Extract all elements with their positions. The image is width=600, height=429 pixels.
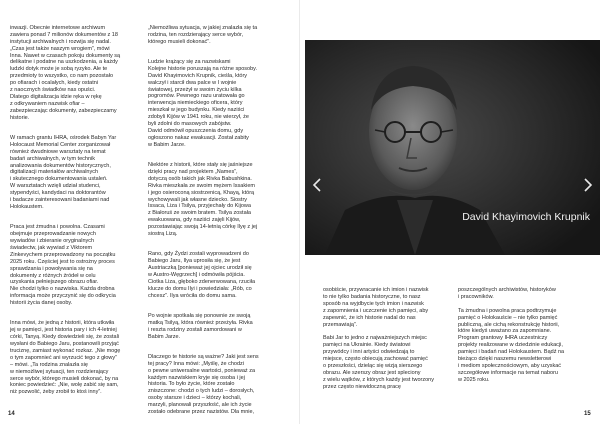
left-page <box>0 0 300 424</box>
paragraph: W ramach grantu IHRA, ośrodek Babyn Yar Holocaust Memorial Center zorganizował również dwudniowe warsztaty na temat badań archiwalnych, w tym technik analizowania dokumentów historycznych, digitalizacji materiałów archiwalnych i skutecznego dokumentowania ustaleń. W warsztatach wzięli udział studenci, stypendyści, kandydaci na doktorantów i badacze zainteresowani badaniami nad Holokaustem. <box>10 134 117 210</box>
paragraph: „Niemożliwa sytuacja, w jakiej znalazła się ta rodzina, ten rozdzierający serce wybór, którego musieli dokonać”. <box>148 24 258 45</box>
paragraph: Rano, gdy Żydzi zostali wyprowadzeni do Babiego Jaru, Ilya uprosiła się, że jest Austriaczką [ponieważ jej ojciec urodził się w Austro-Węgrzech] i odmówiła pójścia. Ciotka Liza, głęboko zdenerwowana, rzuciła klucze do domu Ilyi i powiedziała: „Rób, co chcesz”. Ilya wróciła do domu sama. <box>148 251 256 299</box>
left-column-2 <box>148 18 294 429</box>
photo-caption: David Khayimovich Krupnik <box>462 211 590 223</box>
paragraph: inwazji. Obecnie internetowe archiwum zawiera ponad 7 milionów dokumentów z 18 instytucji archiwalnych i rozwija się nadal. „Czas jest także naszym wrogiem”, mówi Inna. Nawet w czasach pokoju dokumenty są delikatne i podatne na uszkodzenia, a każdy ludzki dotyk może je sobą ryzyko. Ale te przedmioty to wszystko, co nam pozostało po ofiarach i ocalałych, kiedy ostatni z naocznych świadków nas opuści. Dlatego digitalizacja idzie ręka w rękę z odkrywaniem nazwisk ofiar – zabezpieczając dokumenty, zabezpieczamy historie. <box>10 24 121 121</box>
right-column-1: osobiście, przywracanie ich imion i nazwisk to nie tylko badania historyczne, to nasz sposób na wyjdbycie tych imion i nazwisk z zapomnienia i uczczenie ich pamięci, aby zapewnić, że ich historie nadal do nas przemawiają”. Babi Jar to jedno z najważniejszych miejsc pamięci na Ukrainie. Kiedy światowi przywódcy i inni artyści odwiedzają to miejsce, często obiecują zachować pamięć o przeszłości, dzieląc się wizją sierszego obrazu. Ale szerszy obraz jest spleciony z wielu wątków, z których każdy jest tworzony przez często niewidoczną pracę <box>323 287 434 390</box>
page-number: 15 <box>584 411 591 417</box>
paragraph: Po wojnie spotkała się ponownie ze swoją matką Tsilyą, która również przeżyła. Rivka i reszta rodziny zostali zamordowani w Babim Jarze. <box>148 312 253 340</box>
page-number: 14 <box>8 411 15 417</box>
left-column-1 <box>10 18 150 410</box>
chevron-right-icon[interactable] <box>583 178 593 192</box>
right-column-2: poszczególnych archiwistów, historyków i pracowników. Ta żmudna i powolna praca podtrzymuje pamięć o Holokauście – nie tylko pamięć publiczną, ale cichą rekonstrukcję historii, które kiedyś uważano za zapomniane. Program grantowy IHRA uczestniczy projekty realizowane w dziedzinie edukacji, pamięci i badań nad Holokaustem. Bądź na bieżąco dzięki naszemu newsletterowi i mediom społecznościowym, aby uzyskać szczegółowe informacje na temat naboru w 2025 roku. <box>458 287 565 383</box>
chevron-left-icon[interactable] <box>312 178 322 192</box>
photo-carousel <box>305 40 600 255</box>
paragraph: Praca jest żmudna i powolna. Czasami obejmuje przeprowadzanie nowych wywiadów i zbieranie oryginalnych świadectw, jak wywiad z Viktorem Zinkevychem przeprowadzony na początku 2025 roku. Częściej jest to ostrożny proces sprawdzania i powoływania się na dokumenty z różnych źródeł w celu uzyskania pełniejszego obrazu ofiar. Nie chodzi tylko o nazwiska. Każda drobna informacja może przyczynić się do odkrycia historii życia danej osoby. <box>10 224 116 307</box>
paragraph: Dlaczego te historie są ważne? Jaki jest sens tej pracy? Inna mówi: „Myślę, że chodzi o pewne uniwersalne wartości, ponieważ za każdym nazwiskiem kryje się osoba i jej historia. To było życie, które zostało zniszczone: chodzi o tych ludzi – dorosłych, osoby starsze i dzieci – którzy kochali, marzyli, planowali przyszłość, ale ich życie zostało odebrane przez nazistów. Dla mnie, <box>148 353 259 416</box>
paragraph: Inna mówi, że jedną z historii, która utkwiła jej w pamięci, jest historia pary i ich 4-letniej córki, Tanyą. Kiedy dowiedzieli się, że zostali wysłani do Babiego Jaru, postanowili przyjąć truciznę, zamiast wykonać rozkaz. „Nie mogę o tym zapomnieć ani wyrzucić tego z głowy” – mówi. „Ta rodzina znalazła się w niemożliwej sytuacji, ten rozdzierający serce wybór, którego musieli dokonać, by na koniec powiedzieć: „Nie, wolę zabić się sam, niż pozwolić, żeby zrobił to ktoś inny”. <box>10 320 121 396</box>
paragraph: Niektóre z historii, które stały się jaśniejsze dzięki pracy nad projektem „Names”, dotyczą osób takich jak Rivka Babushkina. Rivka mieszkała ze swoim mężem Issakiem i jego osieroconą siostrzenicą, Khayą, którą wychowywali jak własne dziecko. Siostry Issaca, Liza i Tsilya, przyjechały do Kijowa z Białoruś ze swoim bratem. Tsilya została ewakuowana, gdy naziści zajęli Kijów, pozostawiając swoją 14-letnią córkę Ilyę z jej siostrą Lizą. <box>148 162 258 238</box>
paragraph: Ludzie krążący się za nazwiskami Kolejne historie poruszają na różne sposoby. David Khayimovich Krupnik, cieśla, który walczył i starcił dwa palce w I wojnie światowej, przeżył w swoim życiu kilka pogromów. Pewnego razu uratowała go interwencja niemieckiego oficera, który mieszkał w jego budynku. Kiedy naziści zdobyli Kijów w 1941 roku, nie wierzył, że byli zdolni do masowych zabójstw. David odmówił opuszczenia domu, gdy ogłoszono nakaz ewakuacji. Został zabity w Babim Jarze. <box>148 58 258 148</box>
